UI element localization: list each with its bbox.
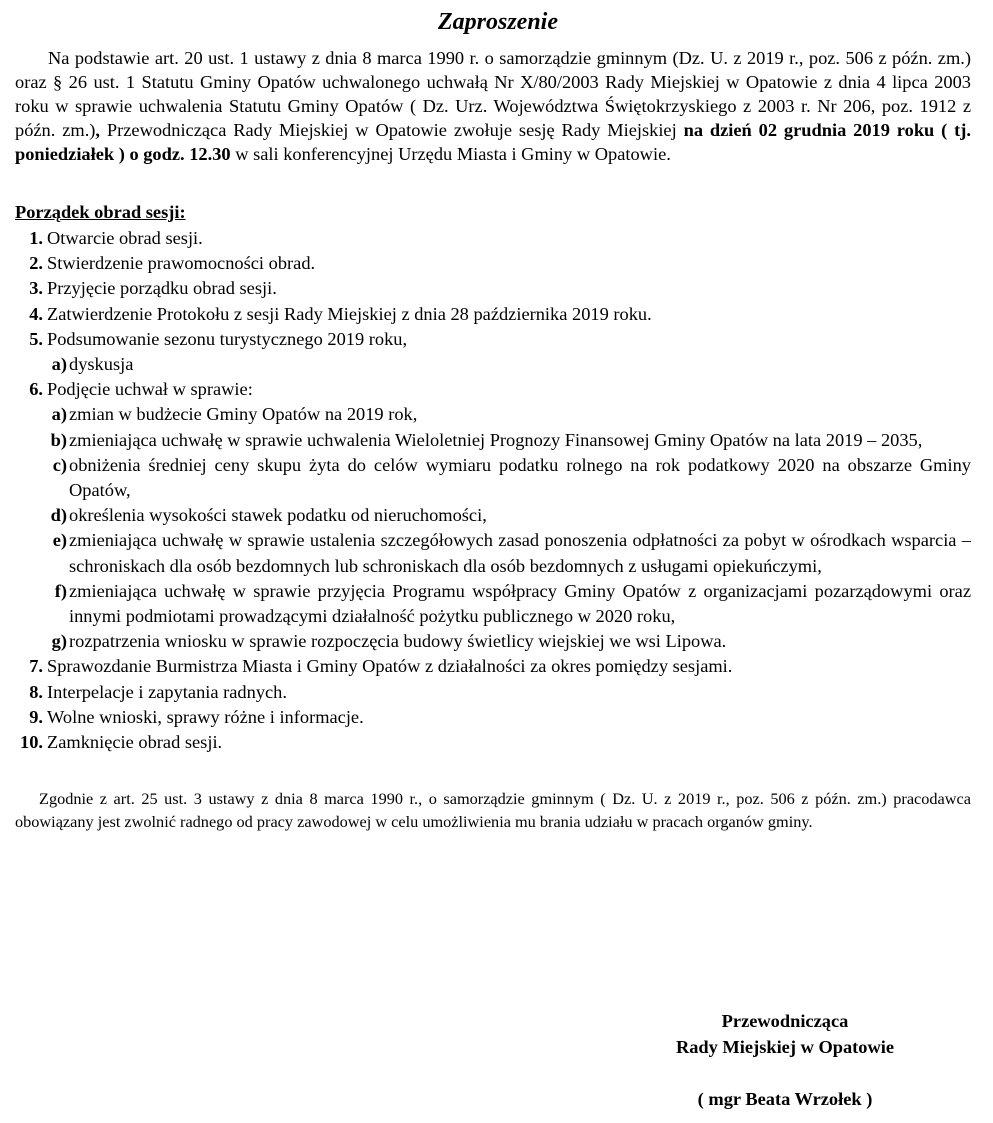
agenda-subitem: [15, 402, 971, 427]
signature-council: Rady Miejskiej w Opatowie: [675, 1037, 895, 1057]
agenda-item-text: Wolne wnioski, sprawy różne i informacje.: [47, 706, 364, 727]
agenda-item: [15, 705, 971, 730]
agenda-item: [15, 226, 971, 251]
agenda-subitem-letter: a): [51, 404, 67, 425]
intro-comma: ,: [95, 120, 101, 140]
agenda-heading: Porządek obrad sesji:: [15, 202, 186, 222]
agenda-subitem-text: zmian w budżecie Gminy Opatów na 2019 rok,: [69, 404, 418, 425]
agenda-item-text: Przyjęcie porządku obrad sesji.: [47, 278, 277, 299]
agenda-item-number: 1.: [29, 228, 43, 248]
agenda-item-text: Sprawozdanie Burmistrza Miasta i Gminy Opatów z działalności za okres pomiędzy sesjami.: [47, 656, 733, 677]
agenda-subitem: [15, 453, 971, 503]
intro-text-convenes: Przewodnicząca Rady Miejskiej w Opatowie zwołuje sesję Rady Miejskiej: [100, 120, 684, 140]
signature-gap: [640, 1060, 930, 1086]
agenda-item: [15, 251, 971, 276]
agenda-item-text: Interpelacje i zapytania radnych.: [47, 681, 287, 702]
agenda-subitem: [15, 579, 971, 629]
agenda-subitem-text: zmieniająca uchwałę w sprawie uchwalenia Wieloletniej Prognozy Finansowej Gminy Opatów na lata 2019 – 2035,: [69, 429, 923, 450]
agenda-subitem: [15, 503, 971, 528]
agenda-sublist: [15, 352, 971, 377]
signature-name: ( mgr Beata Wrzołek ): [697, 1089, 873, 1109]
agenda-item-number: 3.: [29, 278, 43, 299]
agenda-subitem-letter: a): [51, 354, 67, 375]
agenda-item-number: 8.: [29, 681, 43, 702]
agenda-item-text: Podsumowanie sezonu turystycznego 2019 roku,: [47, 328, 408, 349]
agenda-item-number: 10.: [20, 732, 43, 753]
signature-title: Przewodnicząca: [721, 1011, 849, 1031]
intro-paragraph: [15, 46, 971, 166]
agenda-item-text: Zatwierdzenie Protokołu z sesji Rady Miejskiej z dnia 28 października 2019 roku.: [47, 303, 652, 324]
agenda-subitem: [15, 528, 971, 578]
agenda-subitem-letter: f): [54, 580, 67, 601]
agenda-item: [15, 302, 971, 327]
signature-block: [640, 1008, 930, 1112]
agenda-item-number: 2.: [29, 253, 43, 274]
agenda-item-text: Stwierdzenie prawomocności obrad.: [47, 253, 316, 274]
agenda-item-number: 9.: [29, 706, 43, 727]
agenda-item-number: 4.: [29, 303, 43, 324]
intro-text-legal-basis: Na podstawie art. 20 ust. 1 ustawy z dnia 8 marca 1990 r. o samorządzie gminnym (Dz. U. z 2019 r., poz. 506 z późn. zm.) oraz § 26 ust. 1 Statutu Gminy Opatów uchwalonego uchwałą Nr X/80/2003 Rady Miejskiej w Opatowie z dnia 4 lipca 2003 roku w sprawie uchwalenia Statutu Gminy Opatów ( Dz. Urz. Województwa Świętokrzyskiego z 2003 r. Nr 206, poz. 1912 z późn. zm.): [15, 48, 971, 140]
agenda-subitem-letter: g): [51, 631, 67, 652]
agenda-item-number: 7.: [29, 656, 43, 677]
agenda-subitem-text: określenia wysokości stawek podatku od nieruchomości,: [69, 505, 487, 526]
agenda-sublist: [15, 402, 971, 654]
agenda-subitem-text: obniżenia średniej ceny skupu żyta do celów wymiaru podatku rolnego na rok podatkowy 2020 na obszarze Gminy Opatów,: [69, 454, 971, 501]
agenda-item-text: Podjęcie uchwał w sprawie:: [47, 379, 253, 400]
agenda-subitem-text: dyskusja: [69, 354, 134, 375]
agenda-list: [15, 226, 971, 755]
agenda-subitem: [15, 428, 971, 453]
agenda-subitem-text: zmieniająca uchwałę w sprawie ustalenia szczegółowych zasad ponoszenia odpłatności za pobyt w ośrodkach wsparcia – schroniskach dla osób bezdomnych lub schroniskach dla osób bezdomnych z usługami opiekuńczymi,: [69, 530, 971, 576]
document-title: Zaproszenie: [438, 9, 558, 35]
agenda-subitem: [15, 352, 971, 377]
agenda-item: [15, 327, 971, 377]
legal-note: Zgodnie z art. 25 ust. 3 ustawy z dnia 8 marca 1990 r., o samorządzie gminnym ( Dz. U. z 2019 r., poz. 506 z późn. zm.) pracodawca obowiązany jest zwolnić radnego od pracy zawodowej w celu umożliwienia mu brania udziału w pracach organów gminy.: [15, 789, 971, 832]
agenda-subitem-text: rozpatrzenia wniosku w sprawie rozpoczęcia budowy świetlicy wiejskiej we wsi Lipowa.: [69, 631, 727, 652]
agenda-item-text: Zamknięcie obrad sesji.: [47, 732, 223, 753]
agenda-item-text: Otwarcie obrad sesji.: [47, 228, 203, 248]
agenda-subitem-letter: c): [52, 454, 67, 475]
session-date-time: na dzień 02 grudnia 2019 roku ( tj. poniedziałek ) o godz. 12.30: [15, 120, 972, 164]
agenda-item-number: 5.: [29, 328, 43, 349]
intro-text-location: w sali konferencyjnej Urzędu Miasta i Gminy w Opatowie.: [230, 144, 671, 164]
agenda-subitem: [15, 629, 971, 654]
agenda-subitem-letter: b): [50, 429, 67, 450]
agenda-item: [15, 654, 971, 679]
agenda-item: [15, 276, 971, 301]
agenda-item: [15, 730, 971, 755]
agenda-subitem-letter: e): [52, 530, 67, 551]
agenda-subitem-letter: d): [50, 505, 67, 526]
agenda-item: [15, 377, 971, 654]
agenda-item: [15, 680, 971, 705]
document-page: [15, 0, 971, 850]
agenda-subitem-text: zmieniająca uchwałę w sprawie przyjęcia Programu współpracy Gminy Opatów z organizacjami pozarządowymi oraz innymi podmiotami prowadzącymi działalność pożytku publicznego w 2020 roku,: [69, 580, 971, 627]
agenda-item-number: 6.: [29, 379, 43, 400]
